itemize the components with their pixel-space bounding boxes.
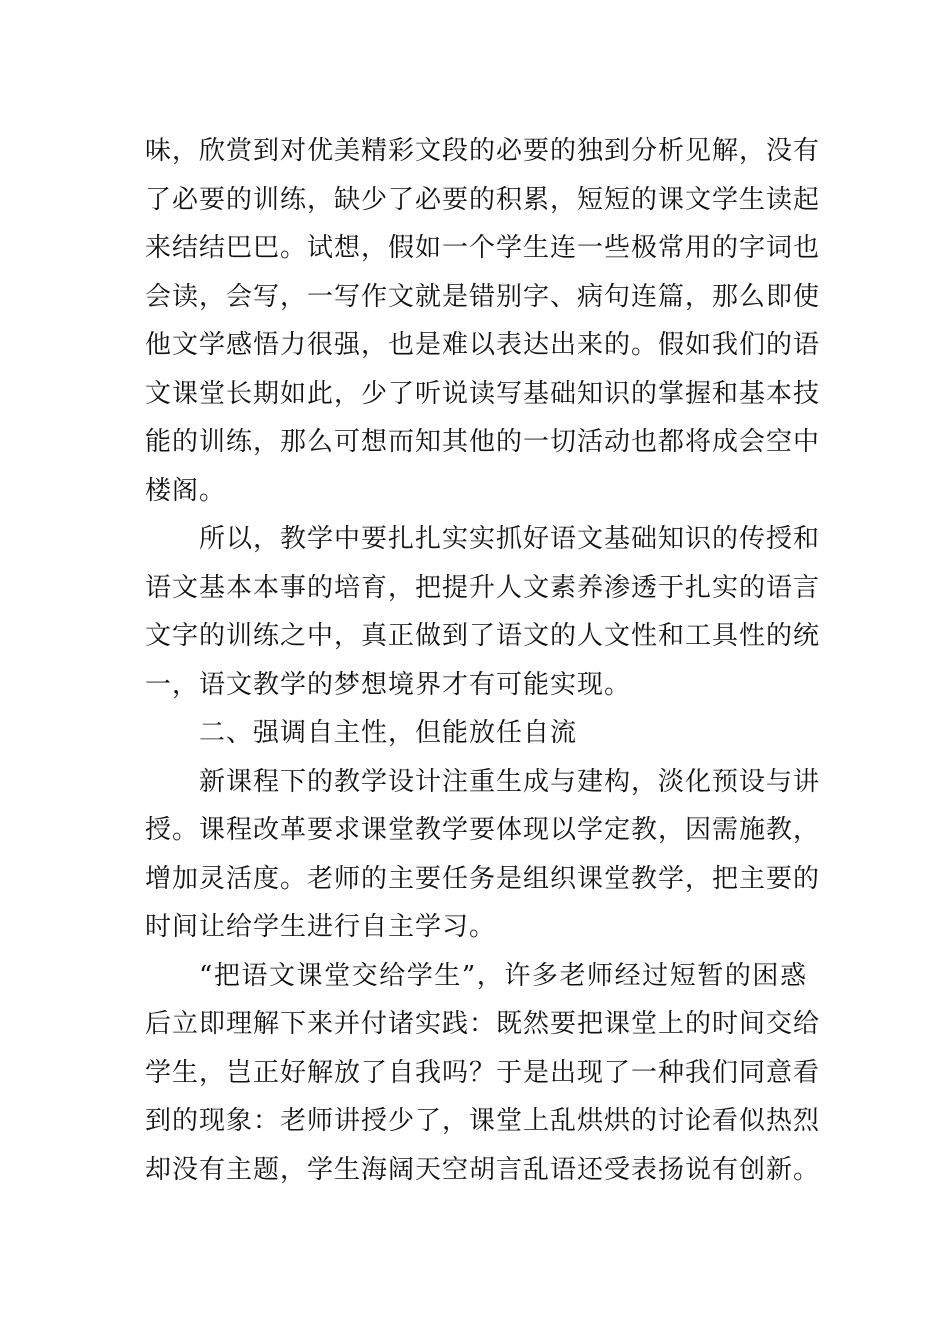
text-line: 味，欣赏到对优美精彩文段的必要的独到分析见解，没有: [145, 136, 821, 166]
section-heading: 二、强调自主性，但能放任自流: [199, 718, 578, 748]
text-line: 却没有主题，学生海阔天空胡言乱语还受表扬说有创新。: [145, 1154, 821, 1185]
text-line: 能的训练，那么可想而知其他的一切活动也都将成会空中: [145, 427, 821, 457]
text-line: 时间让给学生进行自主学习。: [145, 912, 497, 942]
paragraph-first-line: 新课程下的教学设计注重生成与建构，淡化预设与讲: [199, 766, 821, 797]
text-line: 一，语文教学的梦想境界才有可能实现。: [145, 669, 632, 700]
text-line: 来结结巴巴。试想，假如一个学生连一些极常用的字词也: [145, 233, 821, 263]
paragraph-first-line: “把语文课堂交给学生”，许多老师经过短暂的困惑: [199, 960, 807, 991]
body-text: [145, 127, 821, 1194]
text-line: 他文学感悟力很强，也是难以表达出来的。假如我们的语: [145, 330, 821, 360]
text-line: 文课堂长期如此，少了听说读写基础知识的掌握和基本技: [145, 378, 821, 409]
text-line: 会读，会写，一写作文就是错别字、病句连篇，那么即使: [145, 281, 821, 312]
text-line: 文字的训练之中，真正做到了语文的人文性和工具性的统: [145, 621, 821, 651]
text-line: 楼阁。: [145, 475, 227, 506]
text-line: 授。课程改革要求课堂教学要体现以学定教，因需施教，: [145, 815, 821, 845]
text-line: 后立即理解下来并付诸实践：既然要把课堂上的时间交给: [145, 1009, 821, 1039]
text-line: 学生，岂正好解放了自我吗？于是出现了一种我们同意看: [145, 1057, 821, 1088]
text-line: 增加灵活度。老师的主要任务是组织课堂教学，把主要的: [145, 863, 821, 894]
text-line: 语文基本本事的培育，把提升人文素养渗透于扎实的语言: [145, 572, 821, 603]
text-line: 到的现象：老师讲授少了，课堂上乱烘烘的讨论看似热烈: [145, 1106, 821, 1136]
text-line: 了必要的训练，缺少了必要的积累，短短的课文学生读起: [145, 184, 821, 215]
paragraph-first-line: 所以，教学中要扎扎实实抓好语文基础知识的传授和: [199, 524, 821, 554]
